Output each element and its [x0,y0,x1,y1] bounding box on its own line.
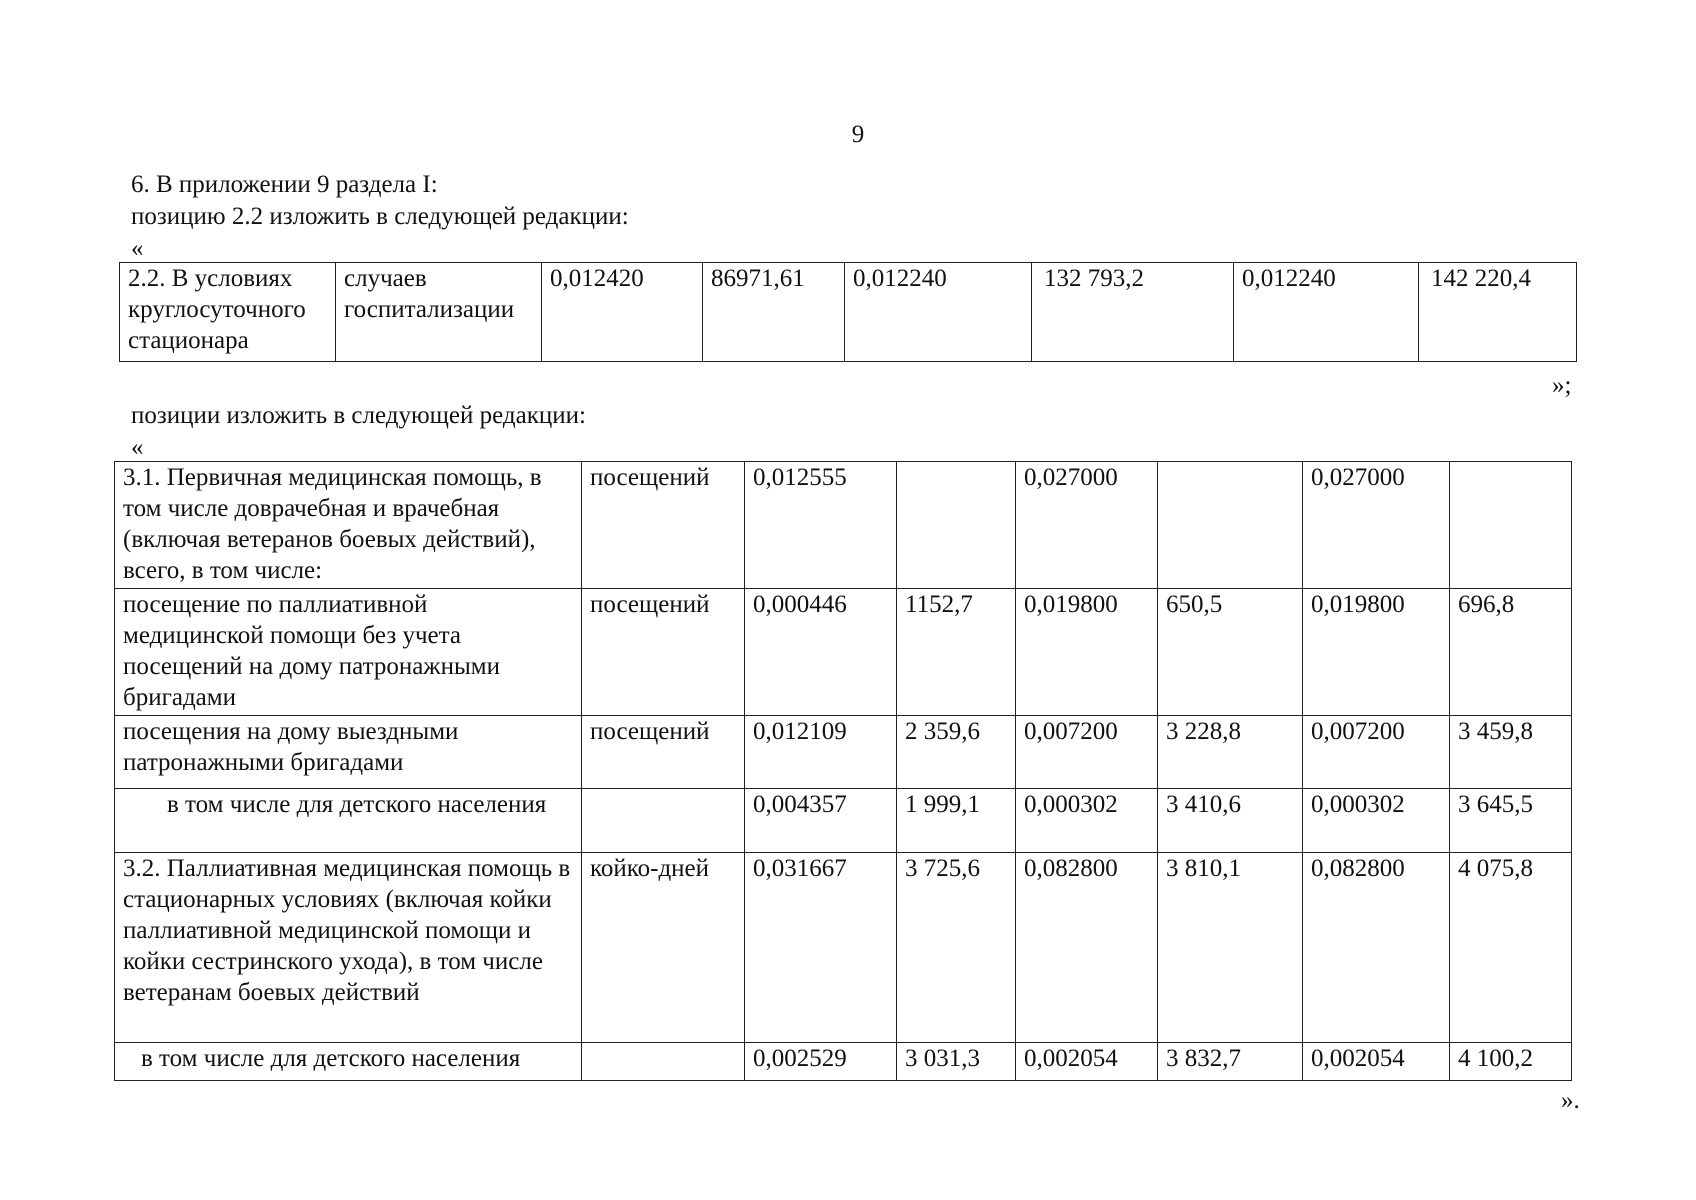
cell-position-name: в том числе для детского населения [115,1043,582,1081]
position-2-2-table [119,262,1577,362]
cell-value: 0,027000 [1303,462,1450,589]
cell-position-name: 2.2. В условиях круглосуточного стационара [120,263,336,362]
table-row [115,789,1572,853]
cell-value: 4 075,8 [1450,853,1572,1043]
page-number: 9 [851,121,865,148]
cell-value: 0,004357 [745,789,897,853]
cell-value [897,462,1016,589]
cell-value: 0,002054 [1016,1043,1158,1081]
cell-value: 3 810,1 [1158,853,1303,1043]
positions-3-table [114,461,1572,1081]
table-row [115,853,1572,1043]
cell-value: 696,8 [1450,589,1572,716]
table-row [115,1043,1572,1081]
cell-value: 0,012555 [745,462,897,589]
cell-unit [582,1043,745,1081]
cell-value: 0,000302 [1303,789,1450,853]
cell-value: 0,002529 [745,1043,897,1081]
cell-value: 0,012240 [845,263,1032,362]
cell-position-name: в том числе для детского населения [115,789,582,853]
cell-value: 3 228,8 [1158,716,1303,789]
cell-position-name: 3.1. Первичная медицинская помощь, в том числе доврачебная и врачебная (включая ветеранов боевых действий), всего, в том числе: [115,462,582,589]
cell-value: 0,000446 [745,589,897,716]
table-row [115,716,1572,789]
table-row [115,589,1572,716]
section-heading: 6. В приложении 9 раздела I: [131,171,438,198]
cell-value: 3 725,6 [897,853,1016,1043]
cell-value: 132 793,2 [1032,263,1234,362]
instruction-position-2-2: позицию 2.2 изложить в следующей редакции: [131,203,629,230]
cell-unit: посещений [582,589,745,716]
cell-value: 0,002054 [1303,1043,1450,1081]
cell-value: 0,007200 [1303,716,1450,789]
cell-value: 0,031667 [745,853,897,1043]
cell-value: 0,012420 [542,263,703,362]
opening-quote: « [131,434,144,461]
cell-value: 0,082800 [1303,853,1450,1043]
cell-value: 0,000302 [1016,789,1158,853]
cell-value [1158,462,1303,589]
cell-value: 650,5 [1158,589,1303,716]
cell-value: 1152,7 [897,589,1016,716]
cell-value: 3 459,8 [1450,716,1572,789]
cell-position-name: посещения на дому выездными патронажными бригадами [115,716,582,789]
cell-unit: случаев госпитализации [336,263,542,362]
cell-value: 0,019800 [1016,589,1158,716]
cell-position-name: посещение по паллиативной медицинской помощи без учета посещений на дому патронажными бригадами [115,589,582,716]
cell-value [1450,462,1572,589]
cell-unit [582,789,745,853]
cell-value: 1 999,1 [897,789,1016,853]
cell-value: 0,007200 [1016,716,1158,789]
cell-value: 0,019800 [1303,589,1450,716]
closing-quote: ». [1561,1087,1580,1114]
cell-value: 0,027000 [1016,462,1158,589]
table-row [120,263,1577,362]
opening-quote: « [131,235,144,262]
table-row [115,462,1572,589]
cell-value: 142 220,4 [1419,263,1577,362]
cell-value: 2 359,6 [897,716,1016,789]
cell-value: 3 410,6 [1158,789,1303,853]
cell-value: 3 645,5 [1450,789,1572,853]
instruction-positions: позиции изложить в следующей редакции: [131,402,586,429]
cell-unit: посещений [582,462,745,589]
closing-quote: »; [1552,372,1572,399]
cell-value: 0,082800 [1016,853,1158,1043]
cell-value: 4 100,2 [1450,1043,1572,1081]
cell-value: 0,012109 [745,716,897,789]
cell-value: 86971,61 [703,263,845,362]
cell-value: 3 031,3 [897,1043,1016,1081]
cell-position-name: 3.2. Паллиативная медицинская помощь в стационарных условиях (включая койки паллиативной медицинской помощи и койки сестринского ухода), в том числе ветеранам боевых действий [115,853,582,1043]
cell-value: 0,012240 [1234,263,1419,362]
cell-value: 3 832,7 [1158,1043,1303,1081]
cell-unit: посещений [582,716,745,789]
cell-unit: койко-дней [582,853,745,1043]
